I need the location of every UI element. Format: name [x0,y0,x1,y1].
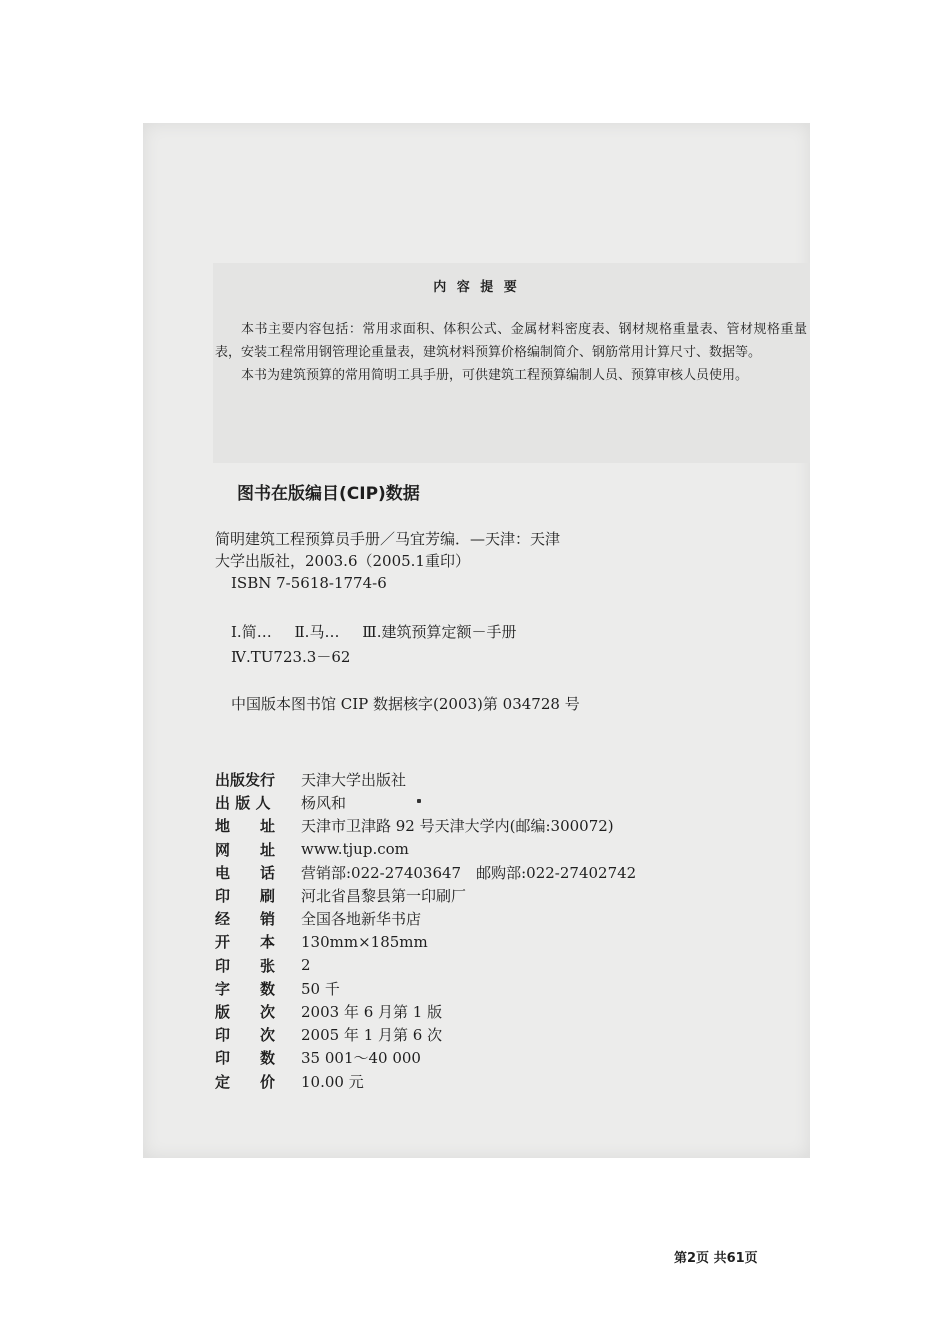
abstract-paragraph: 本书为建筑预算的常用简明工具手册，可供建筑工程预算编制人员、预算审核人员使用。 [241,368,749,383]
cip-record-number: 中国版本图书馆 CIP 数据核字(2003)第 034728 号 [231,695,580,713]
class-item: Ⅲ.建筑预算定额－手册 [362,623,517,641]
pub-row [215,861,636,884]
pub-label: 地 址 [215,817,276,836]
publishing-info [215,768,636,1093]
class-item: Ⅱ.马… [294,623,340,641]
pub-value: 50 千 [301,979,340,998]
pub-label: 版 次 [215,1002,276,1021]
pub-value: 营销部:022-27403647 邮购部:022-27402742 [301,863,637,882]
pub-label: 出 版 人 [215,794,271,813]
pub-value: 河北省昌黎县第一印刷厂 [301,887,467,906]
pub-value: 2003 年 6 月第 1 版 [301,1002,443,1021]
pub-row [215,907,636,930]
pub-value: 130mm×185mm [301,932,428,951]
pub-row [215,977,636,1000]
ink-speck [417,799,421,803]
pub-value: 全国各地新华书店 [301,910,422,929]
pub-value: 35 001～40 000 [301,1049,421,1068]
pub-row [215,1046,636,1069]
pub-value: 杨风和 [301,794,347,813]
abstract-body [215,318,807,387]
pub-row [215,814,636,837]
pub-value: 2005 年 1 月第 6 次 [301,1026,443,1045]
pub-value: 天津大学出版社 [301,771,407,790]
cip-record [215,528,695,594]
pub-value: 2 [301,956,311,975]
abstract-paragraph: 本书主要内容包括：常用求面积、体积公式、金属材料密度表、钢材规格重量表、管材规格重量表，安装工程常用钢管理论重量表，建筑材料预算价格编制简介、钢筋常用计算尺寸、数据等。 [215,322,807,360]
pub-label: 电 话 [215,863,276,882]
pub-label: 经 销 [215,910,276,929]
pub-value: www.tjup.com [301,840,409,859]
pub-row [215,1000,636,1023]
pub-row [215,1023,636,1046]
pub-row [215,768,636,791]
pub-label: 开 本 [215,933,276,952]
pub-value: 10.00 元 [301,1072,364,1091]
pub-label: 印 数 [215,1049,276,1068]
pub-value: 天津市卫津路 92 号天津大学内(邮编:300072) [301,817,614,836]
cip-line: 大学出版社，2003.6（2005.1重印） [215,552,470,570]
scanned-page [143,123,810,1158]
pub-row [215,838,636,861]
cip-line: 简明建筑工程预算员手册／马宜芳编．—天津：天津 [215,530,561,548]
classification [231,620,534,670]
pub-label: 印 次 [215,1026,276,1045]
pub-row [215,954,636,977]
pub-label: 印 刷 [215,887,276,906]
pub-row [215,930,636,953]
pub-row [215,1069,636,1092]
page-counter: 第2页 共61页 [674,1251,758,1266]
pub-label: 出版发行 [215,771,276,790]
isbn: ISBN 7-5618-1774-6 [231,574,387,592]
abstract-title: 内 容 提 要 [433,280,520,295]
pub-row [215,884,636,907]
pub-label: 字 数 [215,979,276,998]
pub-label: 印 张 [215,956,276,975]
class-item: Ⅳ.TU723.3－62 [231,648,351,666]
pub-label: 网 址 [215,840,276,859]
cip-title: 图书在版编目(CIP)数据 [237,484,420,504]
pub-label: 定 价 [215,1072,276,1091]
class-item: Ⅰ.简… [231,623,272,641]
pub-row [215,791,636,814]
